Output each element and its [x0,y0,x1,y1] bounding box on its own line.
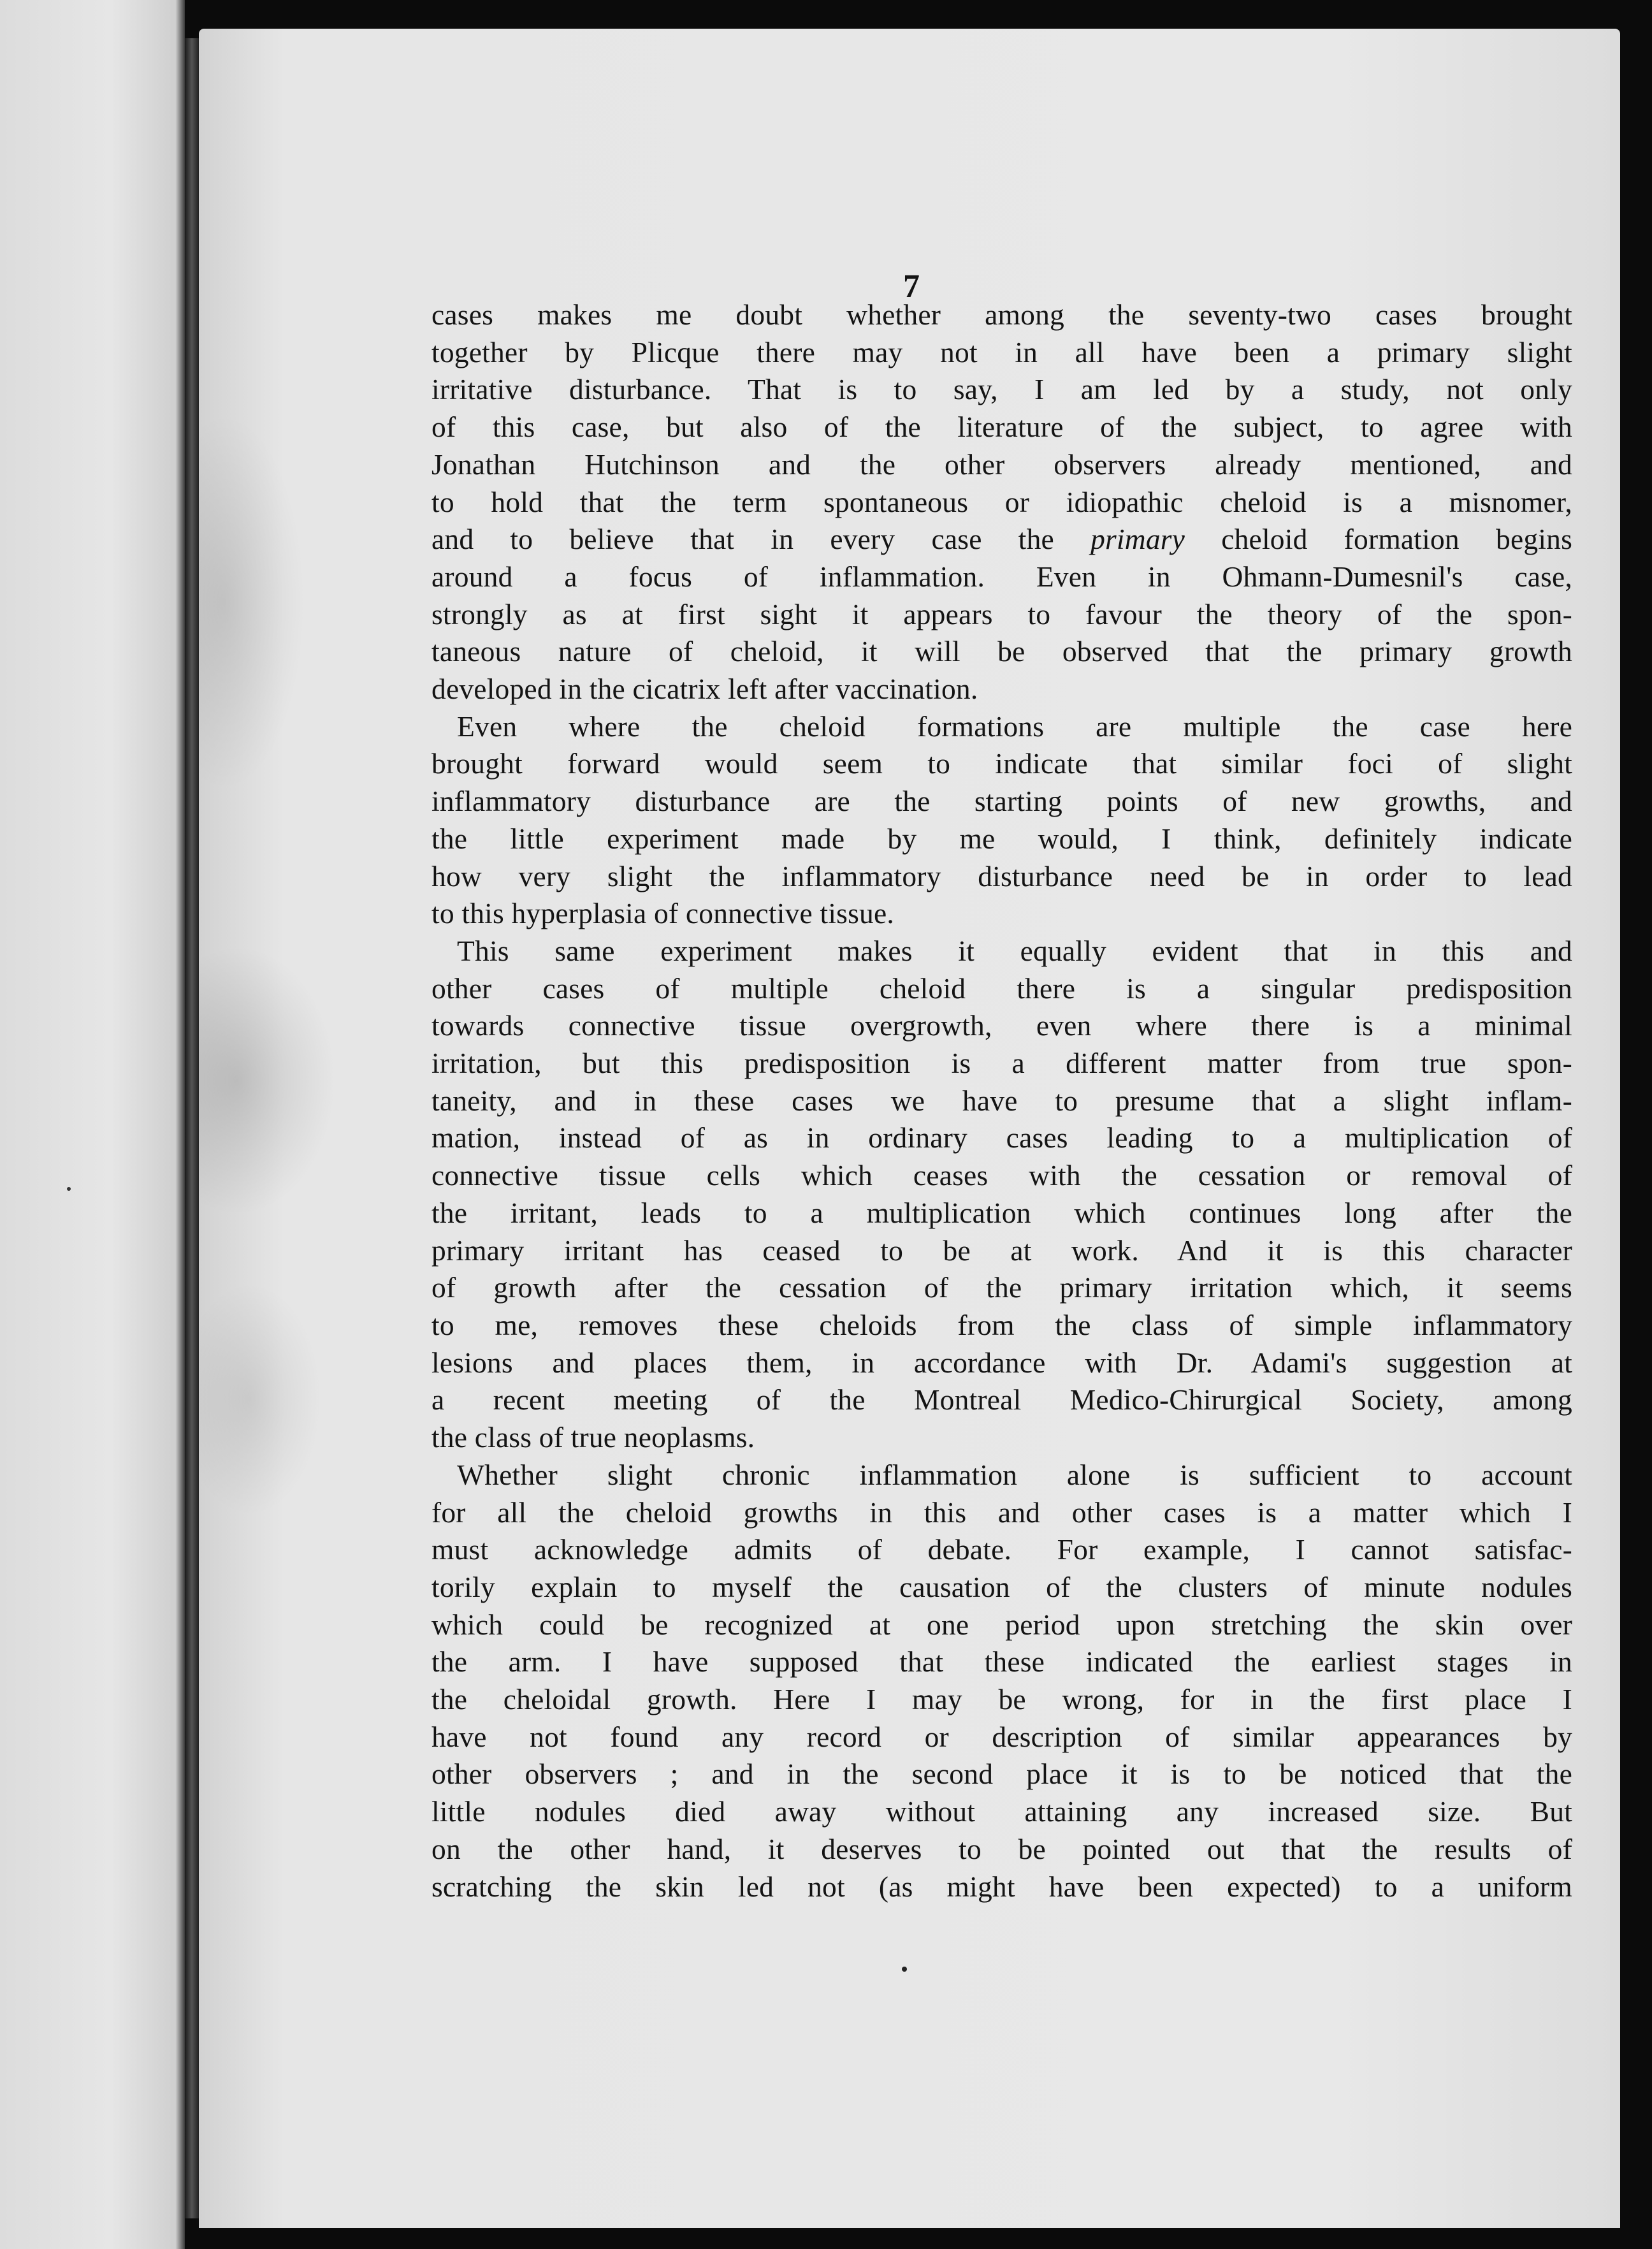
text-line: the arm. I have supposed that these indicated the earliest stages in [431,1645,1572,1678]
text-line: This same experiment makes it equally evident that in this and [457,934,1572,967]
text-line: the irritant, leads to a multiplication which continues long after the [431,1196,1572,1229]
text-line: Jonathan Hutchinson and the other observers already mentioned, and [431,448,1572,481]
text-line: Whether slight chronic inflammation alone is sufficient to account [457,1458,1572,1491]
facing-page-edge [0,0,185,2249]
text-line: Even where the cheloid formations are multiple the case here [457,710,1572,743]
text-line: the little experiment made by me would, I think, definitely indicate [431,822,1572,855]
emphasized-word: primary [1090,523,1185,556]
text-line: irritation, but this predisposition is a different matter from true spon- [431,1047,1572,1080]
text-line: how very slight the inflammatory disturbance need be in order to lead [431,859,1572,892]
paragraph-1 [431,296,1572,708]
text-line: little nodules died away without attaining any increased size. But [431,1795,1572,1828]
body-text [431,296,1572,1905]
document-page [199,29,1620,2228]
text-line-with-emphasis: and to believe that in every case the primary cheloid formation begins [431,523,1573,556]
text-line: inflammatory disturbance are the starting points of new growths, and [431,785,1572,818]
text-line: must acknowledge admits of debate. For example, I cannot satisfac- [431,1533,1572,1566]
text-line: lesions and places them, in accordance with Dr. Adami's suggestion at [431,1346,1572,1379]
paragraph-2 [431,708,1572,933]
text-line: around a focus of inflammation. Even in Ohmann-Dumesnil's case, [431,560,1572,593]
text-line: connective tissue cells which ceases with the cessation or removal of [431,1159,1572,1192]
text-line: other cases of multiple cheloid there is a singular predisposition [431,972,1572,1005]
text-line: together by Plicque there may not in all have been a primary slight [431,335,1572,368]
text-line: brought forward would seem to indicate that similar foci of slight [431,747,1572,780]
text-line: of this case, but also of the literature of the subject, to agree with [431,411,1572,444]
text-line: mation, instead of as in ordinary cases leading to a multiplication of [431,1121,1572,1154]
text-line: the cheloidal growth. Here I may be wrong, for in the first place I [431,1683,1572,1716]
text-line: to me, removes these cheloids from the class of simple inflammatory [431,1308,1572,1341]
text-line: scratching the skin led not (as might have been expected) to a uniform [431,1870,1572,1903]
text-line: irritative disturbance. That is to say, I am led by a study, not only [431,373,1572,406]
page-number: 7 [903,268,920,305]
text-line: taneous nature of cheloid, it will be observed that the primary growth [431,635,1572,668]
text-line: for all the cheloid growths in this and other cases is a matter which I [431,1496,1572,1529]
text-line: of growth after the cessation of the primary irritation which, it seems [431,1271,1572,1304]
book-gutter [185,38,199,2218]
text-line: other observers ; and in the second place it is to be noticed that the [431,1758,1572,1791]
text-line: have not found any record or description of similar appearances by [431,1720,1572,1753]
text-line: taneity, and in these cases we have to presume that a slight inflam- [431,1084,1572,1117]
text-line: to hold that the term spontaneous or idiopathic cheloid is a misnomer, [431,485,1572,518]
text-line: strongly as at first sight it appears to favour the theory of the spon- [431,597,1572,630]
text-line: primary irritant has ceased to be at work. And it is this character [431,1234,1572,1267]
text-line: to this hyperplasia of connective tissue. [431,897,894,930]
scan-speck [902,1967,907,1972]
text-line: the class of true neoplasms. [431,1421,755,1454]
text-line: torily explain to myself the causation of the clusters of minute nodules [431,1570,1572,1603]
text-line: developed in the cicatrix left after vaccination. [431,673,978,706]
scan-speck [67,1187,71,1191]
text-line: cases makes me doubt whether among the seventy-two cases brought [431,298,1572,331]
text-line: towards connective tissue overgrowth, even where there is a minimal [431,1009,1572,1042]
text-line: which could be recognized at one period upon stretching the skin over [431,1608,1572,1641]
paragraph-3 [431,933,1572,1457]
text-line: a recent meeting of the Montreal Medico-Chirurgical Society, among [431,1383,1572,1416]
paragraph-4 [431,1457,1572,1905]
text-line: on the other hand, it deserves to be pointed out that the results of [431,1832,1572,1865]
